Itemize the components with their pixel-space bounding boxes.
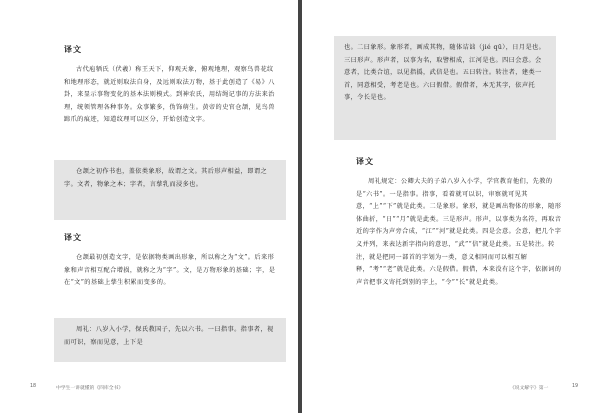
right-translation-paragraph: 周礼规定：公卿大夫的子弟八岁入小学，学官教育他们，先教的是“六书”。一是指事。指事，看着就可以识，审察就可见其意，“上”“下”就是此类。二是象形。象形，就是画出物体的形象，随形体曲折，“日”“月”就是此类。三是形声。形声，以事类为名符，再取音近的字作为声旁合成，“江”“河”就是此类。四是会意。会意，把几个字义并列，来表达新字指向的意思，“武”“信”就是此类。五是转注。转注，就是把同一部首的字划为一类，意义相同而可以相互解释，“考”“老”就是此类。六是假借。假借，本来没有这个字，依据词的声音把事义寄托到别的字上，“令”“长”就是此类。 — [356, 178, 562, 286]
left-page-number: 18 — [30, 384, 37, 389]
left-translation-paragraph-1: 古代庖牺氏（伏羲）称王天下，仰观天象，俯观地理，观察鸟兽花纹和地理形态，就近则取法自身，及远则取法万物，基于此创造了《易》八卦，来显示事物变化的基本法则模式。到神农氏，用结绳记事的方法来治理，统领管理各种事务。众事繁多，伪饰萌生。黄帝的史官仓颉，见鸟兽蹄爪的痕迹，知道纹理可以区分，开始创造文字。 — [64, 66, 275, 124]
left-quote-box-1 — [54, 160, 286, 220]
left-quote-text-1: 仓颉之初作书也，盖依类象形，故谓之文。其后形声相益，即谓之字。文者，物象之本；字者，言孳乳而浸多也。 — [64, 168, 268, 188]
left-quote-text-2: 周礼：八岁入小学，保氏教国子，先以六书。一曰指事。指事者，视而可识，察而见意，上下是 — [64, 326, 274, 346]
left-heading-translation-1: 译文 — [64, 44, 82, 54]
right-page-number: 19 — [572, 384, 579, 389]
left-quote-box-2 — [54, 318, 286, 362]
right-quote-text: 也。二曰象形。象形者，画成其物，随体诘诎（jié qū），日月是也。三曰形声。形声者，以事为名，取譬相成，江河是也。四曰会意。会意者，比类合谊，以见指撝，武信是也。五曰转注。转注者，建类一首，同意相受，考老是也。六曰假借。假借者，本无其字，依声托事，令长是也。 — [344, 44, 546, 102]
left-translation-paragraph-2: 仓颉最初创造文字，是依据物类画出形象，所以称之为“文”。后来形象和声音相互配合增损，就称之为“字”。文，是万物形象的基础；字，是在“文”的基础上孳生积累而变多的。 — [64, 254, 276, 287]
right-quote-box — [334, 36, 556, 140]
right-running-footer: 《说文解字》第一 — [510, 386, 549, 391]
left-page — [0, 0, 298, 413]
right-heading-translation: 译文 — [356, 156, 374, 166]
left-heading-translation-2: 译文 — [64, 232, 82, 242]
right-page — [302, 0, 600, 413]
left-running-footer: 中学生一讲就懂的《四库全书》 — [56, 386, 124, 391]
